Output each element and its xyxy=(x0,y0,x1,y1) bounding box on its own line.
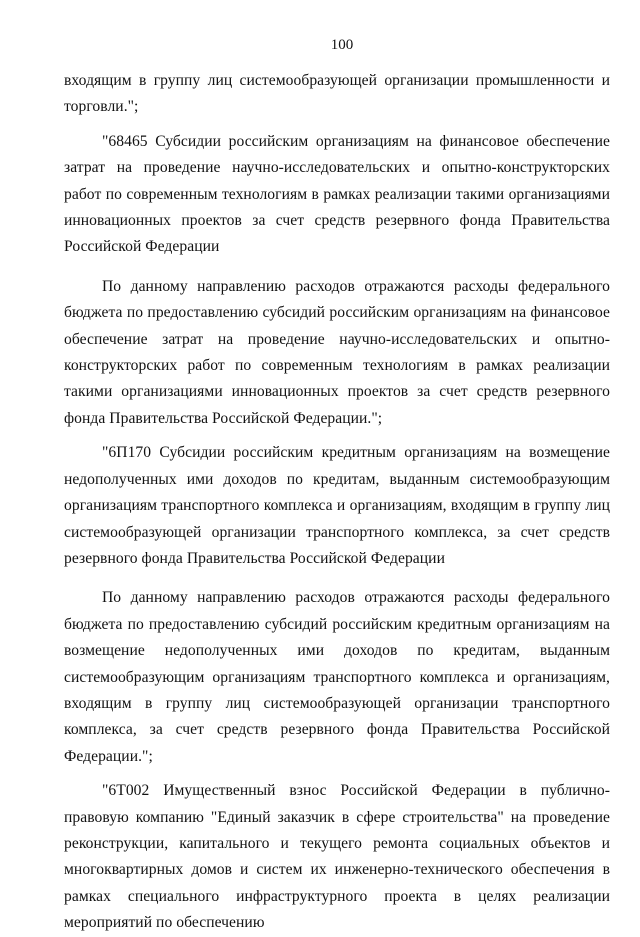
page-number: 100 xyxy=(330,37,354,53)
paragraph-6p170-description: По данному направлению расходов отражаются расходы федерального бюджета по предоставлению субсидий российским кредитным организациям на возмещение недополученных ими доходов по кредитам, выданным системообразующим организациям транспортного комплекса и организациям, входящим в группу лиц системообразующей организации транспортного комплекса, за счет средств резервного фонда Правительства Российской Федерации."; xyxy=(64,589,610,765)
paragraph-68465-title: "68465 Субсидии российским организациям на финансовое обеспечение затрат на проведение научно-исследовательских и опытно-конструкторских работ по современным технологиям в рамках реализации такими организациями инновационных проектов за счет средств резервного фонда Правительства Российской Федерации xyxy=(64,132,610,256)
paragraph-6t002-title: "6Т002 Имущественный взнос Российской Федерации в публично-правовую компанию "Единый заказчик в сфере строительства" на проведение реконструкции, капитального и текущего ремонта социальных объектов и многоквартирных домов и систем их инженерно-технического обеспечения в рамках специального инфраструктурного проекта в целях реализации мероприятий по обеспечению xyxy=(64,782,610,932)
paragraph-continuation: входящим в группу лиц системообразующей организации промышленности и торговли."; xyxy=(64,72,610,116)
paragraph-6p170-title: "6П170 Субсидии российским кредитным организациям на возмещение недополученных ими доходов по кредитам, выданным системообразующим организациям транспортного комплекса и организациям, входящим в группу лиц системообразующей организации транспортного комплекса, за счет средств резервного фонда Правительства Российской Федерации xyxy=(64,444,610,567)
paragraph-68465-description: По данному направлению расходов отражаются расходы федерального бюджета по предоставлению субсидий российским организациям на финансовое обеспечение затрат на проведение научно-исследовательских и опытно-конструкторских работ по современным технологиям в рамках реализации такими организациями инновационных проектов за счет средств резервного фонда Правительства Российской Федерации."; xyxy=(64,277,610,427)
